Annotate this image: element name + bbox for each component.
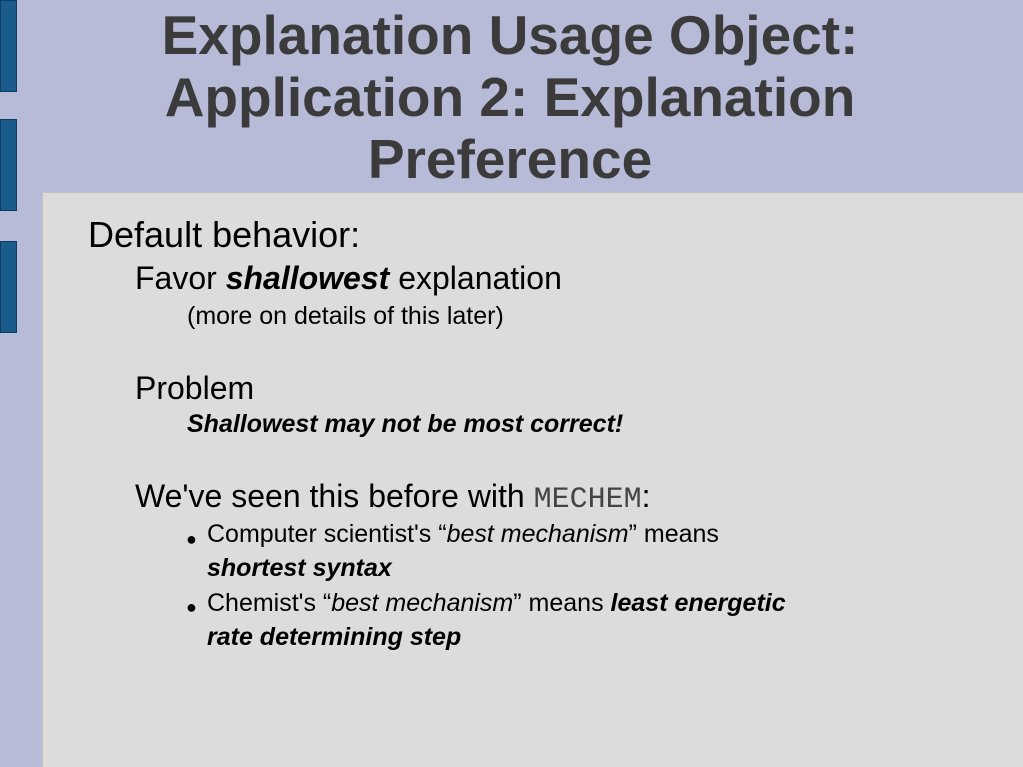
b1-suffix: ” means [628,520,719,548]
slide-title-line: Application 2: Explanation [164,66,856,128]
seen-prefix: We've seen this before with [135,478,534,514]
slide-title-line: Explanation Usage Object: [161,4,859,66]
side-tab-decoration [0,0,17,92]
slide-title [60,4,960,190]
b2-prefix: Chemist's “ [207,589,332,617]
mechem-code: MECHEM [533,483,642,517]
slide-title-line: Preference [367,128,653,190]
bullet-computer-scientist-line2: shortest syntax [207,554,392,582]
problem-text: Shallowest may not be most correct! [187,410,624,438]
favor-note: (more on details of this later) [187,302,504,330]
problem-label: Problem [135,370,255,406]
bullet-dot-icon: ● [186,597,197,617]
bullet-chemist [207,589,786,618]
b2-bold: least energetic [610,589,786,617]
side-tab-decoration [0,119,17,211]
bullet-chemist-line2: rate determining step [207,623,462,651]
favor-line [135,260,562,297]
b1-emphasis: best mechanism [446,520,629,548]
side-tab-decoration [0,241,17,333]
seen-suffix: : [641,478,651,514]
bullet-dot-icon: ● [186,529,197,549]
b2-emphasis: best mechanism [331,589,514,617]
seen-before-line [135,478,651,517]
favor-emphasis: shallowest [225,260,390,296]
favor-prefix: Favor [135,260,226,296]
b1-prefix: Computer scientist's “ [207,520,447,548]
bullet-computer-scientist [207,520,719,549]
b2-middle: ” means [513,589,611,617]
favor-suffix: explanation [389,260,562,296]
heading-default-behavior: Default behavior: [88,214,361,255]
